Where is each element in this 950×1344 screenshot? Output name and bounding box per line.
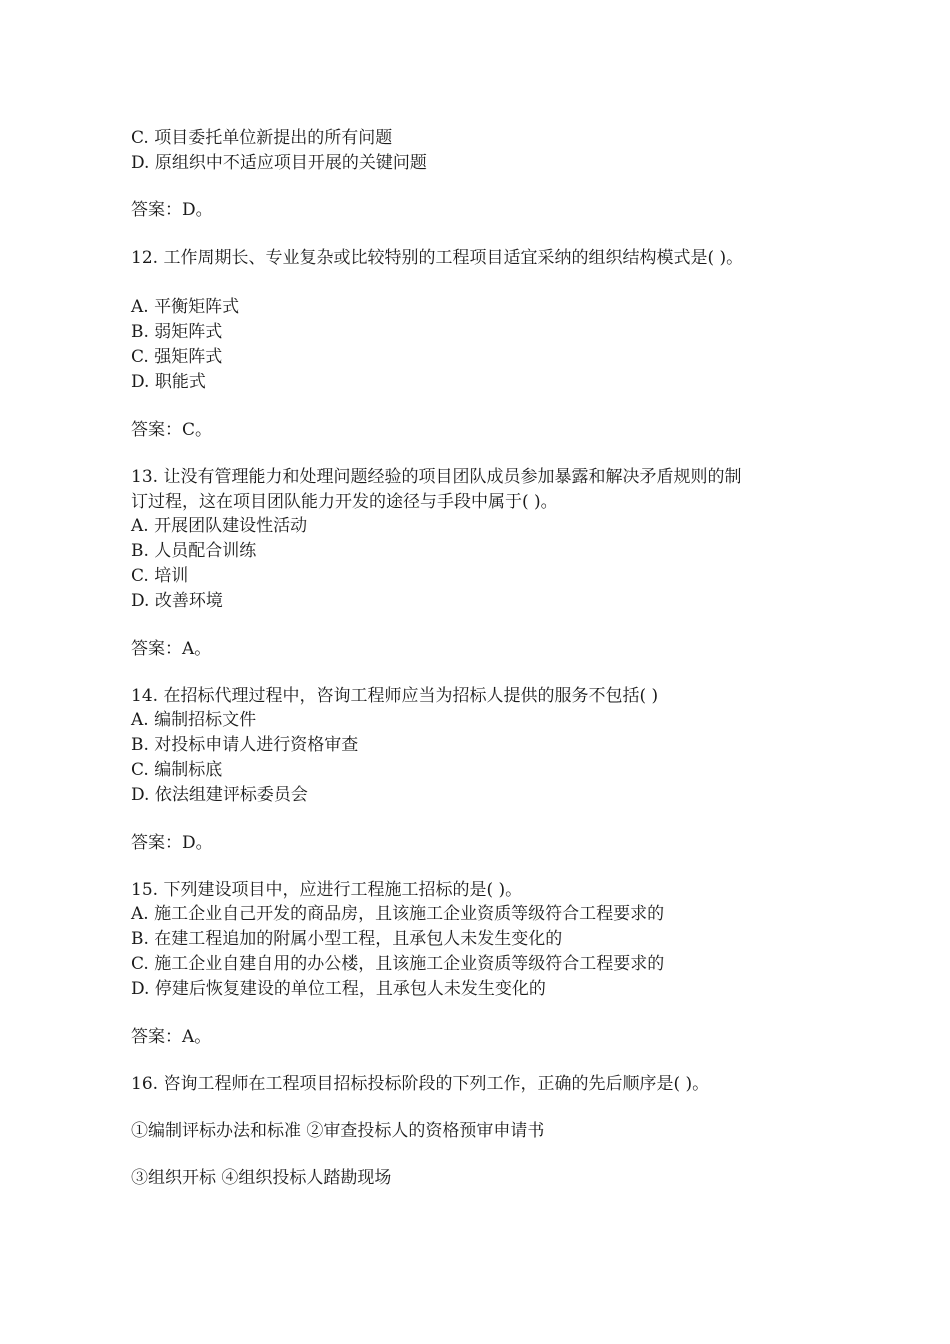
option-a-q13: A. 开展团队建设性活动 — [131, 516, 308, 536]
question-16-items-3-4: ③组织开标 ④组织投标人踏勘现场 — [131, 1168, 392, 1188]
question-16: 16. 咨询工程师在工程项目招标投标阶段的下列工作，正确的先后顺序是( )。 — [131, 1074, 710, 1094]
question-12: 12. 工作周期长、专业复杂或比较特别的工程项目适宜采纳的组织结构模式是( )。 — [131, 248, 744, 268]
option-b-q12: B. 弱矩阵式 — [131, 322, 223, 342]
option-c-q11: C. 项目委托单位新提出的所有问题 — [131, 128, 393, 148]
answer-q12: 答案：C。 — [131, 420, 213, 440]
question-14: 14. 在招标代理过程中，咨询工程师应当为招标人提供的服务不包括( ) — [131, 686, 659, 706]
option-c-q13: C. 培训 — [131, 566, 189, 586]
option-b-q15: B. 在建工程追加的附属小型工程，且承包人未发生变化的 — [131, 929, 563, 949]
question-16-items-1-2: ①编制评标办法和标准 ②审查投标人的资格预审申请书 — [131, 1121, 545, 1141]
option-c-q12: C. 强矩阵式 — [131, 347, 223, 367]
option-a-q15: A. 施工企业自己开发的商品房，且该施工企业资质等级符合工程要求的 — [131, 904, 665, 924]
answer-q15: 答案：A。 — [131, 1027, 212, 1047]
option-d-q14: D. 依法组建评标委员会 — [131, 785, 308, 805]
answer-q14: 答案：D。 — [131, 833, 213, 853]
answer-q13: 答案：A。 — [131, 639, 212, 659]
question-15: 15. 下列建设项目中，应进行工程施工招标的是( )。 — [131, 880, 523, 900]
option-b-q13: B. 人员配合训练 — [131, 541, 257, 561]
option-a-q12: A. 平衡矩阵式 — [131, 297, 240, 317]
option-c-q14: C. 编制标底 — [131, 760, 223, 780]
option-a-q14: A. 编制招标文件 — [131, 710, 257, 730]
option-b-q14: B. 对投标申请人进行资格审查 — [131, 735, 359, 755]
question-13-line1: 13. 让没有管理能力和处理问题经验的项目团队成员参加暴露和解决矛盾规则的制 — [131, 467, 742, 487]
option-d-q13: D. 改善环境 — [131, 591, 223, 611]
option-d-q11: D. 原组织中不适应项目开展的关键问题 — [131, 153, 427, 173]
answer-q11: 答案：D。 — [131, 200, 213, 220]
option-d-q15: D. 停建后恢复建设的单位工程，且承包人未发生变化的 — [131, 979, 546, 999]
question-13-line2: 订过程，这在项目团队能力开发的途径与手段中属于( )。 — [131, 492, 558, 512]
option-c-q15: C. 施工企业自建自用的办公楼，且该施工企业资质等级符合工程要求的 — [131, 954, 665, 974]
option-d-q12: D. 职能式 — [131, 372, 206, 392]
